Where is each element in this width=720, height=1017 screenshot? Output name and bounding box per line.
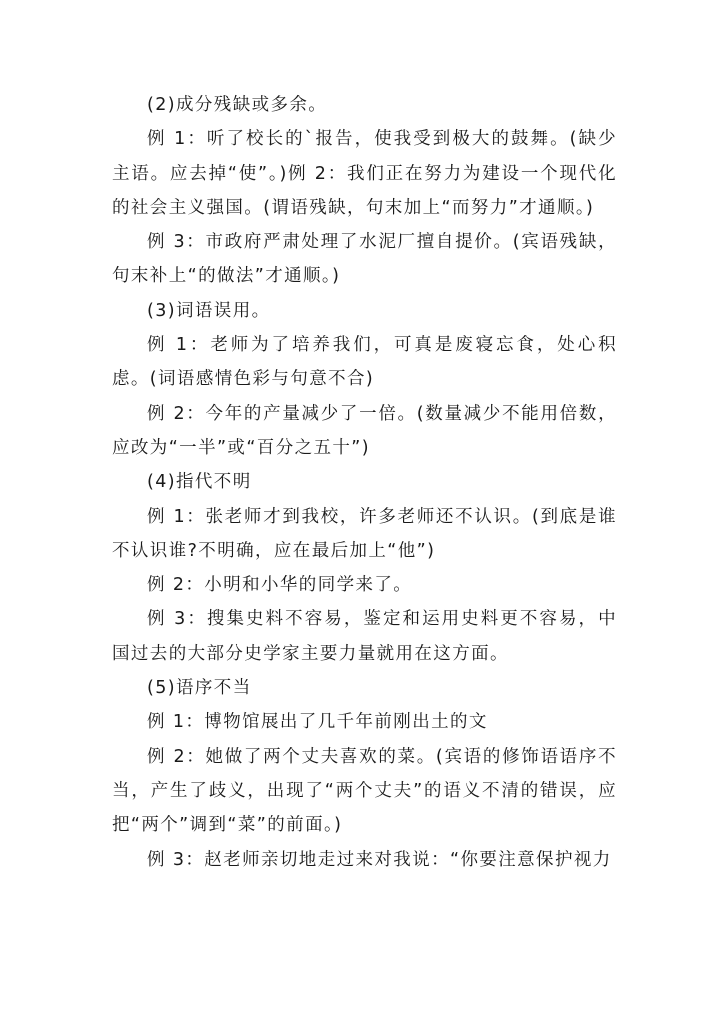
paragraph-example: 例 1：博物馆展出了几千年前刚出土的文: [147, 712, 488, 733]
paragraph-example: 例 2：小明和小华的同学来了。: [147, 575, 413, 596]
heading-component-errors: (2)成分残缺或多余。: [147, 95, 328, 115]
heading-unclear-reference: (4)指代不明: [147, 472, 252, 493]
heading-word-misuse: (3)词语误用。: [147, 300, 271, 321]
document-body: [112, 88, 617, 877]
paragraph-example: 例 1：老师为了培养我们，可真是废寝忘食，处心积虑。(词语感情色彩与句意不合): [112, 335, 617, 390]
paragraph-example: 例 1：听了校长的`报告，使我受到极大的鼓舞。(缺少主语。应去掉“使”。)例 2：我们正在努力为建设一个现代化的社会主义强国。(谓语残缺，句末加上“而努力”才通顺。): [112, 129, 617, 218]
paragraph-example: 例 3：市政府严肃处理了水泥厂擅自提价。(宾语残缺，句末补上“的做法”才通顺。): [112, 232, 617, 287]
paragraph-example: 例 3：赵老师亲切地走过来对我说：“你要注意保护视力: [147, 849, 612, 870]
paragraph-example: 例 3：搜集史料不容易，鉴定和运用史料更不容易，中国过去的大部分史学家主要力量就用在这方面。: [112, 609, 617, 664]
paragraph-example: 例 2：她做了两个丈夫喜欢的菜。(宾语的修饰语语序不当，产生了歧义，出现了“两个丈夫”的语义不清的错误，应把“两个”调到“菜”的前面。): [112, 746, 617, 836]
paragraph-example: 例 1：张老师才到我校，许多老师还不认识。(到底是谁不认识谁?不明确，应在最后加上“他”): [112, 506, 617, 561]
heading-word-order: (5)语序不当: [147, 678, 252, 699]
paragraph-example: 例 2：今年的产量减少了一倍。(数量减少不能用倍数，应改为“一半”或“百分之五十”): [112, 403, 617, 458]
